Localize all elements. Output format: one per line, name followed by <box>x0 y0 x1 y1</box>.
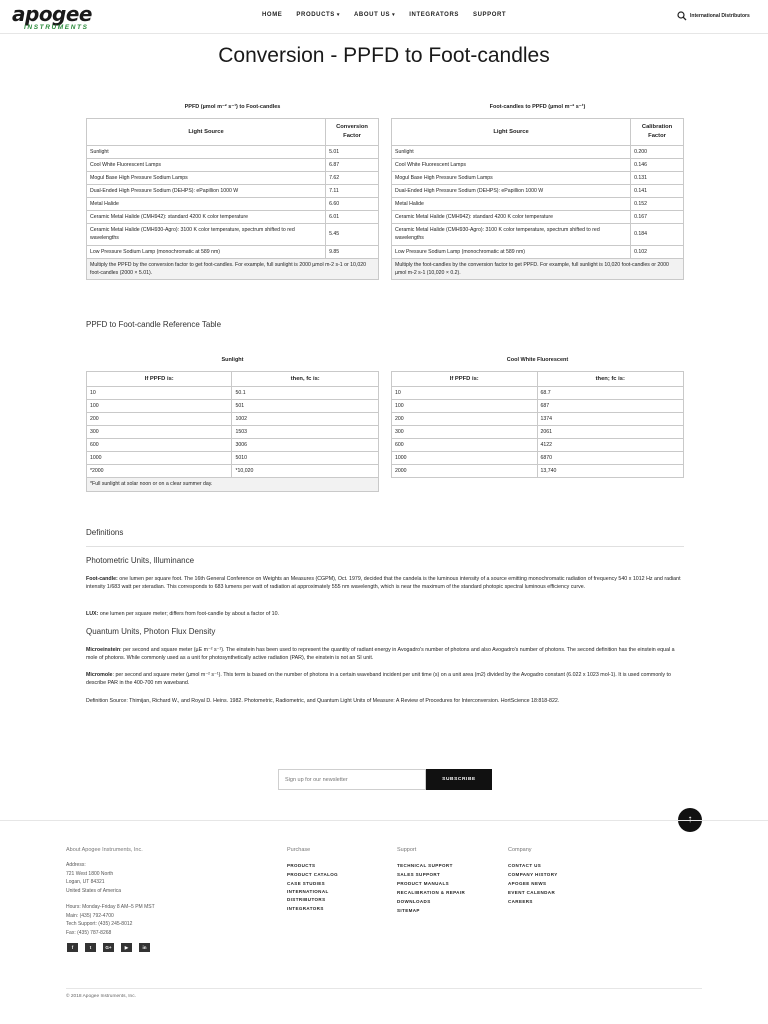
table-cell: 5.01 <box>326 146 379 159</box>
chevron-down-icon: ▾ <box>336 12 340 18</box>
table-cell: 7.11 <box>326 185 379 198</box>
nav-support-label: SUPPORT <box>472 12 507 18</box>
table-row <box>87 465 379 478</box>
term: Micromole <box>86 672 113 678</box>
twitter-icon[interactable]: t <box>85 943 96 952</box>
nav-products-label: PRODUCTS <box>296 12 335 18</box>
footer-link[interactable]: INTEGRATORS <box>287 906 324 911</box>
table-row <box>392 198 684 211</box>
table-row <box>87 172 379 185</box>
table-cell: Low Pressure Sodium Lamp (monochromatic at 589 nm) <box>392 245 631 258</box>
table-cell: 6.87 <box>326 159 379 172</box>
facebook-icon[interactable]: f <box>67 943 78 952</box>
table-cell: 1002 <box>232 413 379 426</box>
footer-divider <box>0 820 768 821</box>
footer-support <box>397 847 465 915</box>
footer-link[interactable]: TECHNICAL SUPPORT <box>397 863 453 868</box>
table-cell: 300 <box>392 426 538 439</box>
table-cell: Dual-Ended High Pressure Sodium (DEHPS): ePapillion 1000 W <box>392 185 631 198</box>
table-cell: 501 <box>232 400 379 413</box>
footer-link[interactable]: PRODUCT CATALOG <box>287 872 339 877</box>
youtube-icon[interactable]: ▶ <box>121 943 132 952</box>
table-cell: Sunlight <box>87 146 326 159</box>
table-cell: 6.60 <box>326 198 379 211</box>
table-cell: Mogul Base High Pressure Sodium Lamps <box>87 172 326 185</box>
table-cell: 50.1 <box>232 387 379 400</box>
table-row <box>392 172 684 185</box>
definition-text: one lumen per square foot. The 16th General Conference on Weights an Measures (CGPM), Oct. 1979, decided that the candela is the luminous intensity of a source emitting monochromatic radiation of frequency 540 x 1012 Hz and radiant intensity 1/683 watt per steradian. This corresponds to 683 lumens per watt of radiation at approximately 555 nm wavelength, which is near the maximum of the standard photopic spectral luminous efficiency curve. <box>86 576 681 591</box>
fc-to-ppfd-table <box>391 118 684 280</box>
table-cell: 2000 <box>392 465 538 478</box>
logo-wordmark: apogee <box>12 2 92 26</box>
definition-text: one lumen per square meter; differs from foot-candle by about a factor of 10. <box>98 611 280 617</box>
table-cell: 10 <box>87 387 232 400</box>
table-cell: 1374 <box>537 413 684 426</box>
table-row <box>392 387 684 400</box>
lux-definition <box>86 610 684 618</box>
column-header: then; fc is: <box>537 372 684 387</box>
table-row <box>392 224 684 245</box>
table-cell: 1503 <box>232 426 379 439</box>
table-cell: Low Pressure Sodium Lamp (monochromatic at 589 nm) <box>87 245 326 258</box>
fax-number: Fax: (435) 787-8268 <box>66 929 112 936</box>
table-row <box>87 426 379 439</box>
footer-link[interactable]: CONTACT US <box>508 863 542 868</box>
sunlight-table-title: Sunlight <box>221 357 244 363</box>
table-cell: *10,020 <box>232 465 379 478</box>
main-phone[interactable]: Main: (435) 792-4700 <box>66 912 114 919</box>
google-plus-icon[interactable]: G+ <box>103 943 114 952</box>
table-row <box>87 211 379 224</box>
table-row <box>392 413 684 426</box>
table-cell: 0.102 <box>631 245 684 258</box>
table-row <box>392 185 684 198</box>
table-cell: Metal Halide <box>87 198 326 211</box>
table-cell: Ceramic Metal Halide (CMH930-Agro): 3100 K color temperature, spectrum shifted to red wavelengths <box>392 224 631 245</box>
term: Foot-candle: <box>86 576 118 582</box>
table-cell: Cool White Fluorescent Lamps <box>87 159 326 172</box>
footer-link[interactable]: PRODUCT MANUALS <box>397 881 449 886</box>
table-row <box>87 439 379 452</box>
table-cell: 600 <box>392 439 538 452</box>
fc-table-title: Foot-candles to PPFD (µmol m⁻² s⁻¹) <box>489 104 586 110</box>
table-row <box>392 426 684 439</box>
table-cell: 5010 <box>232 452 379 465</box>
table-cell: 6.01 <box>326 211 379 224</box>
column-header: Calibration Factor <box>631 119 684 146</box>
international-distributors-link[interactable]: International Distributors <box>690 13 750 19</box>
table-cell: 68.7 <box>537 387 684 400</box>
table-cell: 0.200 <box>631 146 684 159</box>
ppfd-to-fc-table <box>86 118 379 280</box>
table-cell: 4122 <box>537 439 684 452</box>
table-cell: 1000 <box>87 452 232 465</box>
table-row <box>392 146 684 159</box>
page-title: Conversion - PPFD to Foot-candles <box>218 44 550 67</box>
footer-about <box>66 847 155 937</box>
table-cell: 200 <box>87 413 232 426</box>
address-line: Logan, UT 84321 <box>66 879 105 885</box>
table-note: Multiply the PPFD by the conversion factor to get foot-candles. For example, full sunlight is 2000 µmol m-2 s-1 or 10,020 foot-candles (2000 × 5.01). <box>87 258 379 279</box>
term: Microeinstein <box>86 647 121 653</box>
footer-link[interactable]: DOWNLOADS <box>397 899 431 904</box>
table-cell: Cool White Fluorescent Lamps <box>392 159 631 172</box>
footer-link[interactable]: RECALIBRATION & REPAIR <box>397 890 466 895</box>
table-note-row <box>87 258 379 279</box>
table-row <box>87 387 379 400</box>
address-label: Address: <box>66 862 86 868</box>
table-row <box>392 465 684 478</box>
table-cell: 300 <box>87 426 232 439</box>
nav-home[interactable] <box>262 12 282 18</box>
footer-about-heading: About Apogee Instruments, Inc. <box>66 847 143 853</box>
column-header: then, fc is: <box>232 372 379 387</box>
table-cell: 0.184 <box>631 224 684 245</box>
divider <box>86 546 684 547</box>
footer-link[interactable]: INTERNATIONAL DISTRIBUTORS <box>287 889 329 902</box>
table-row <box>392 211 684 224</box>
table-row <box>87 159 379 172</box>
table-row <box>87 146 379 159</box>
social-links <box>67 943 150 952</box>
table-cell: *2000 <box>87 465 232 478</box>
term: LUX: <box>86 611 99 617</box>
cool-white-reference-table <box>391 371 684 478</box>
subscribe-button[interactable]: SUBSCRIBE <box>426 769 492 790</box>
hours: Hours: Monday-Friday 8 AM–5 PM MST <box>66 904 155 910</box>
table-cell: 0.152 <box>631 198 684 211</box>
copyright: © 2018 Apogee Instruments, Inc. <box>66 994 136 999</box>
table-cell: 100 <box>392 400 538 413</box>
main-nav <box>262 12 520 18</box>
definition-source: Definition Source: Thimijan, Richard W., and Royal D. Heins. 1982. Photometric, Radiometric, and Quantum Light Units of Measure: A Review of Procedures for Interconversion. HortScience 18:818-822. <box>86 698 560 704</box>
column-header: If PPFD is: <box>392 372 538 387</box>
table-row <box>87 185 379 198</box>
table-row <box>392 452 684 465</box>
table-cell: 9.85 <box>326 245 379 258</box>
nav-support[interactable] <box>473 12 506 18</box>
table-cell: 3006 <box>232 439 379 452</box>
footer-purchase <box>287 847 338 913</box>
footer-purchase-heading: Purchase <box>287 847 311 853</box>
nav-about-label: ABOUT US <box>354 12 391 18</box>
site-header <box>0 0 768 34</box>
table-cell: 2061 <box>537 426 684 439</box>
table-cell: 600 <box>87 439 232 452</box>
footer-link[interactable]: SITEMAP <box>397 908 420 913</box>
table-row <box>87 413 379 426</box>
micromole-definition <box>86 671 684 687</box>
copyright-divider <box>66 988 702 989</box>
photometric-heading: Photometric Units, Illuminance <box>86 556 195 565</box>
definitions-heading: Definitions <box>86 528 124 537</box>
table-cell: 0.131 <box>631 172 684 185</box>
table-row <box>87 224 379 245</box>
table-row <box>87 245 379 258</box>
logo-subtitle: INSTRUMENTS <box>24 24 89 31</box>
ppfd-table-title: PPFD (µmol m⁻² s⁻¹) to Foot-candles <box>184 104 281 110</box>
quantum-heading: Quantum Units, Photon Flux Density <box>86 627 216 636</box>
footcandle-definition <box>86 575 684 591</box>
table-row <box>87 452 379 465</box>
footer-link[interactable]: APOGEE NEWS <box>508 881 547 886</box>
newsletter-email-input[interactable] <box>278 769 426 790</box>
tech-support-phone[interactable]: Tech Support: (435) 245-8012 <box>66 921 133 927</box>
column-header: Conversion Factor <box>326 119 379 146</box>
table-cell: Ceramic Metal Halide (CMH942): standard 4200 K color temperature <box>87 211 326 224</box>
table-row <box>392 245 684 258</box>
footer-link[interactable]: SALES SUPPORT <box>397 872 441 877</box>
chevron-down-icon: ▾ <box>392 12 396 18</box>
column-header: If PPFD is: <box>87 372 232 387</box>
table-cell: Dual-Ended High Pressure Sodium (DEHPS): ePapillion 1000 W <box>87 185 326 198</box>
footer-link[interactable]: PRODUCTS <box>287 863 316 868</box>
table-cell: 100 <box>87 400 232 413</box>
table-cell: 10 <box>392 387 538 400</box>
address-line: United States of America <box>66 887 122 894</box>
column-header: Light Source <box>392 119 631 146</box>
table-cell: 0.146 <box>631 159 684 172</box>
table-cell: Metal Halide <box>392 198 631 211</box>
table-cell: 200 <box>392 413 538 426</box>
nav-home-label: HOME <box>262 12 283 18</box>
table-cell: 0.167 <box>631 211 684 224</box>
footer-support-heading: Support <box>397 847 417 853</box>
reference-heading: PPFD to Foot-candle Reference Table <box>86 320 222 329</box>
nav-integrators-label: INTEGRATORS <box>409 12 459 18</box>
table-note-row <box>87 478 379 491</box>
table-cell: Mogul Base High Pressure Sodium Lamps <box>392 172 631 185</box>
table-cell: 1000 <box>392 452 538 465</box>
table-cell: Ceramic Metal Halide (CMH930-Agro): 3100 K color temperature, spectrum shifted to red wavelengths <box>87 224 326 245</box>
footer-company <box>508 847 558 906</box>
table-cell: 6870 <box>537 452 684 465</box>
cool-white-table-title: Cool White Fluorescent <box>506 357 569 363</box>
table-cell: Sunlight <box>392 146 631 159</box>
definition-text: : per second and square meter (µE m⁻² s⁻¹). The einstein has been used to represent the quantity of radiant energy in Avogadro's number of photons and also Avogadro's number of photons. The second definition has the einstein equal a mole of photons. While commonly used as a unit for photosynthetically active radiation (PAR), the einstein is not an SI unit. <box>86 647 675 662</box>
footer-link[interactable]: EVENT CALENDAR <box>508 890 556 895</box>
table-cell: 7.62 <box>326 172 379 185</box>
footer-company-heading: Company <box>508 847 532 853</box>
address-line: 721 West 1800 North <box>66 870 114 877</box>
table-row <box>87 400 379 413</box>
linkedin-icon[interactable]: in <box>139 943 150 952</box>
definition-text: : per second and square meter (µmol m⁻² s⁻¹). This term is based on the number of photons in a certain waveband incident per unit time (s) on a unit area (m2) divided by the Avogadro constant (6.022 x 1023 mol-1). It is used commonly to describe PAR in the 400-700 nm waveband. <box>86 672 671 687</box>
table-note: *Full sunlight at solar noon or on a clear summer day. <box>87 478 379 491</box>
table-cell: 687 <box>537 400 684 413</box>
apogee-logo[interactable] <box>12 3 92 33</box>
table-row <box>392 159 684 172</box>
table-cell: 13,740 <box>537 465 684 478</box>
table-note-row <box>392 258 684 279</box>
nav-products[interactable] <box>296 12 340 18</box>
column-header: Light Source <box>87 119 326 146</box>
sunlight-reference-table <box>86 371 379 492</box>
search-icon[interactable] <box>677 11 687 21</box>
table-row <box>392 439 684 452</box>
footer-link[interactable]: CASE STUDIES <box>287 881 326 886</box>
nav-about-us[interactable] <box>354 12 395 18</box>
footer-link[interactable]: CAREERS <box>508 899 533 904</box>
table-cell: Ceramic Metal Halide (CMH942): standard 4200 K color temperature <box>392 211 631 224</box>
table-row <box>392 400 684 413</box>
table-row <box>87 198 379 211</box>
footer-link[interactable]: COMPANY HISTORY <box>508 872 558 877</box>
table-cell: 5.45 <box>326 224 379 245</box>
nav-integrators[interactable] <box>409 12 459 18</box>
microeinstein-definition <box>86 646 684 662</box>
table-cell: 0.141 <box>631 185 684 198</box>
table-note: Multiply the foot-candles by the conversion factor to get PPFD. For example, full sunlight is 10,020 foot-candles or 2000 µmol m-2 s-1 (10,020 × 0.2). <box>392 258 684 279</box>
